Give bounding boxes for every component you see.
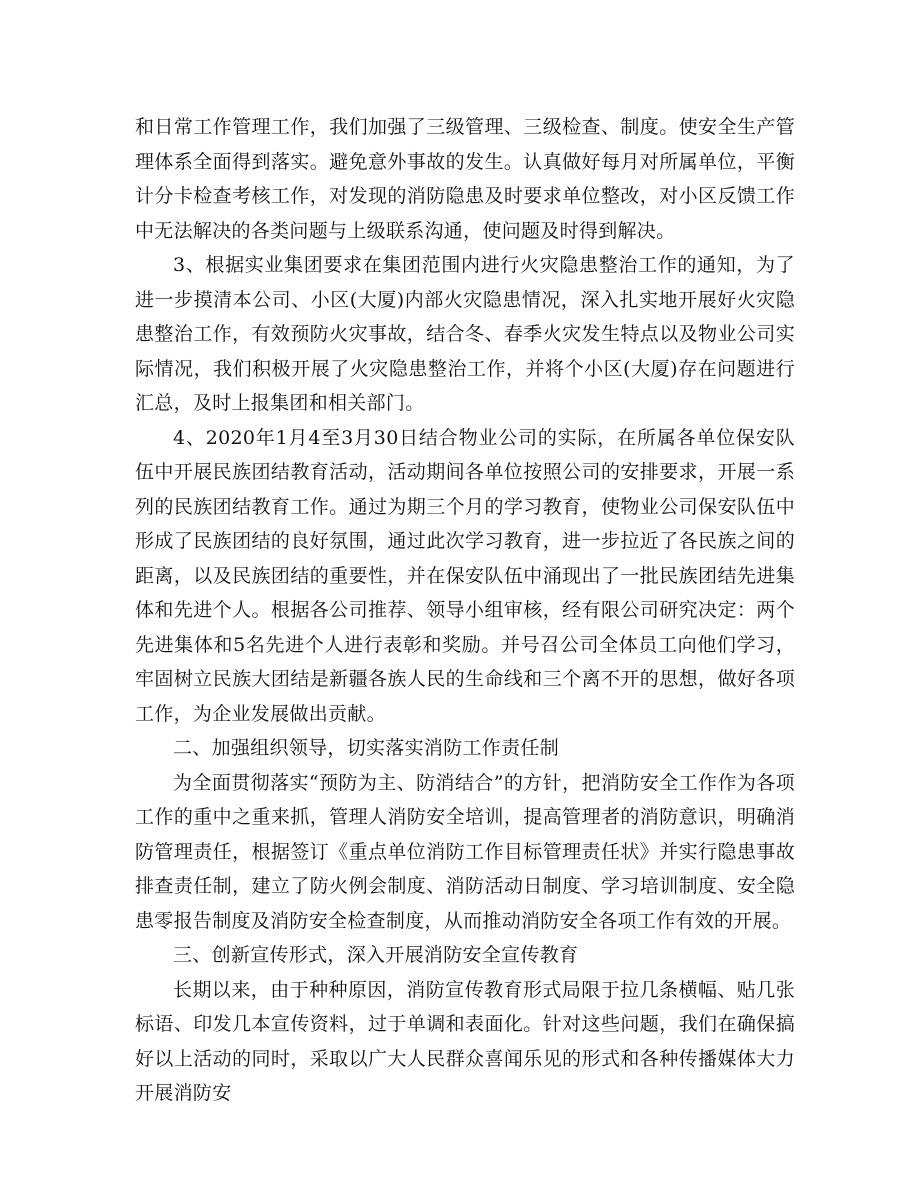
paragraph-publicity: 长期以来，由于种种原因，消防宣传教育形式局限于拉几条横幅、贴几张标语、印发几本宣传资料，过于单调和表面化。针对这些问题，我们在确保搞好以上活动的同时，采取以广大人民群众喜闻乐见的形式和各种传播媒体大力开展消防安: [135, 978, 795, 1104]
paragraph-continuation: 和日常工作管理工作，我们加强了三级管理、三级检查、制度。使安全生产管理体系全面得到落实。避免意外事故的发生。认真做好每月对所属单位，平衡计分卡检查考核工作，对发现的消防隐患及时要求单位整改，对小区反馈工作中无法解决的各类问题与上级联系沟通，使问题及时得到解决。: [135, 116, 795, 242]
paragraph-fire-responsibility: 为全面贯彻落实“预防为主、防消结合”的方针，把消防安全工作作为各项工作的重中之重来抓，管理人消防安全培训，提高管理者的消防意识，明确消防管理责任，根据签订《重点单位消防工作目标管理责任状》并实行隐患事故排查责任制，建立了防火例会制度、消防活动日制度、学习培训制度、安全隐患零报告制度及消防安全检查制度，从而推动消防安全各项工作有效的开展。: [135, 771, 795, 932]
section-heading-2: 二、加强组织领导，切实落实消防工作责任制: [173, 737, 560, 759]
paragraph-item-3: 3、根据实业集团要求在集团范围内进行火灾隐患整治工作的通知，为了进一步摸清本公司、小区(大厦)内部火灾隐患情况，深入扎实地开展好火灾隐患整治工作，有效预防火灾事故，结合冬、春季火灾发生特点以及物业公司实际情况，我们积极开展了火灾隐患整治工作，并将个小区(大厦)存在问题进行汇总，及时上报集团和相关部门。: [135, 254, 795, 414]
paragraph-item-4: 4、2020年1月4至3月30日结合物业公司的实际，在所属各单位保安队伍中开展民族团结教育活动，活动期间各单位按照公司的安排要求，开展一系列的民族团结教育工作。通过为期三个月的学习教育，使物业公司保安队伍中形成了民族团结的良好氛围，通过此次学习教育，进一步拉近了各民族之间的距离，以及民族团结的重要性，并在保安队伍中涌现出了一批民族团结先进集体和先进个人。根据各公司推荐、领导小组审核，经有限公司研究决定：两个先进集体和5名先进个人进行表彰和奖励。并号召公司全体员工向他们学习，牢固树立民族大团结是新疆各族人民的生命线和三个离不开的思想，做好各项工作，为企业发展做出贡献。: [135, 426, 795, 725]
document-body: [135, 110, 795, 1111]
section-heading-3: 三、创新宣传形式，深入开展消防安全宣传教育: [173, 944, 579, 966]
